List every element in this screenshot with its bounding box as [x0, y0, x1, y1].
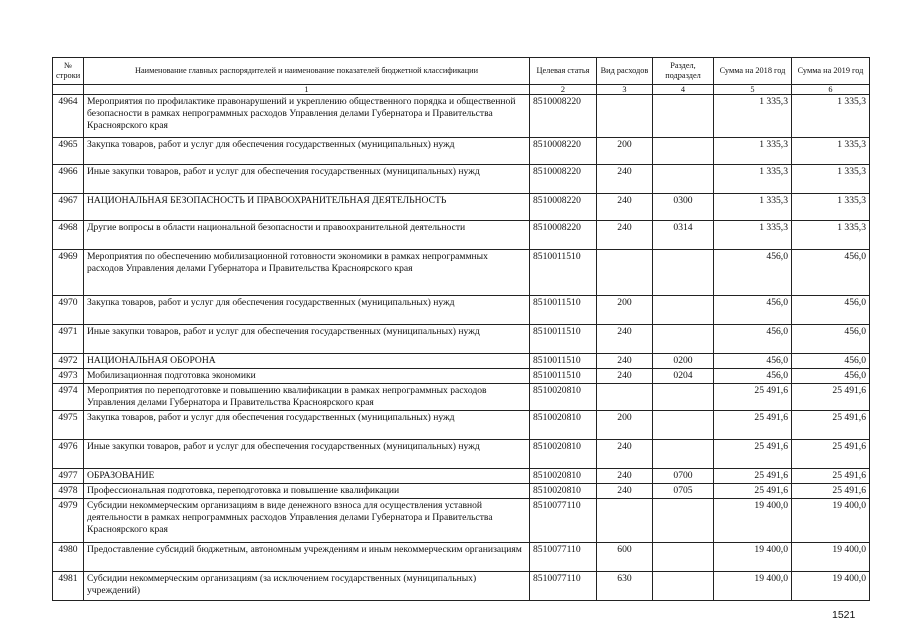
table-row [53, 543, 870, 572]
row-sum-2019: 19 400,0 [792, 572, 870, 601]
table-row [53, 411, 870, 440]
column-number [53, 85, 84, 95]
header-sum-2018: Сумма на 2018 год [714, 58, 792, 85]
row-name: Субсидии некоммерческим организациям в виде денежного взноса для осуществления уставной деятельности в рамках непрограммных расходов Управления делами Губернатора и Правительства Красноярского края [84, 499, 530, 543]
row-target-article: 8510077110 [530, 499, 597, 543]
row-sum-2018: 1 335,3 [714, 95, 792, 138]
row-expense-type: 240 [597, 469, 653, 484]
table-row [53, 484, 870, 499]
row-sum-2018: 456,0 [714, 250, 792, 296]
row-expense-type: 200 [597, 138, 653, 165]
row-sum-2019: 1 335,3 [792, 194, 870, 221]
header-row [53, 58, 870, 85]
row-number: 4975 [53, 411, 84, 440]
row-number: 4969 [53, 250, 84, 296]
row-sum-2018: 19 400,0 [714, 572, 792, 601]
row-section [653, 296, 714, 325]
row-sum-2018: 19 400,0 [714, 499, 792, 543]
row-name: ОБРАЗОВАНИЕ [84, 469, 530, 484]
row-target-article: 8510011510 [530, 369, 597, 384]
row-number: 4977 [53, 469, 84, 484]
row-number: 4970 [53, 296, 84, 325]
row-section [653, 165, 714, 194]
row-target-article: 8510008220 [530, 138, 597, 165]
row-section: 0700 [653, 469, 714, 484]
row-target-article: 8510008220 [530, 194, 597, 221]
row-name: НАЦИОНАЛЬНАЯ ОБОРОНА [84, 354, 530, 369]
table-row [53, 250, 870, 296]
row-number: 4966 [53, 165, 84, 194]
table-row [53, 572, 870, 601]
row-name: Иные закупки товаров, работ и услуг для обеспечения государственных (муниципальных) нужд [84, 165, 530, 194]
row-sum-2018: 25 491,6 [714, 440, 792, 469]
row-sum-2018: 25 491,6 [714, 469, 792, 484]
row-sum-2019: 1 335,3 [792, 138, 870, 165]
row-sum-2018: 1 335,3 [714, 165, 792, 194]
row-name: Иные закупки товаров, работ и услуг для обеспечения государственных (муниципальных) нужд [84, 325, 530, 354]
row-section [653, 440, 714, 469]
row-number: 4967 [53, 194, 84, 221]
row-sum-2019: 25 491,6 [792, 469, 870, 484]
row-name: Предоставление субсидий бюджетным, автономным учреждениям и иным некоммерческим организациям [84, 543, 530, 572]
row-expense-type: 240 [597, 484, 653, 499]
row-sum-2019: 456,0 [792, 325, 870, 354]
row-sum-2018: 25 491,6 [714, 384, 792, 411]
row-sum-2019: 456,0 [792, 369, 870, 384]
table-row [53, 354, 870, 369]
row-target-article: 8510011510 [530, 325, 597, 354]
table-row [53, 469, 870, 484]
row-target-article: 8510011510 [530, 354, 597, 369]
row-expense-type: 240 [597, 354, 653, 369]
row-name: Субсидии некоммерческим организациям (за исключением государственных (муниципальных) учреждений) [84, 572, 530, 601]
row-section [653, 499, 714, 543]
row-number: 4981 [53, 572, 84, 601]
row-name: Закупка товаров, работ и услуг для обеспечения государственных (муниципальных) нужд [84, 138, 530, 165]
row-sum-2018: 1 335,3 [714, 138, 792, 165]
row-expense-type: 600 [597, 543, 653, 572]
row-number: 4974 [53, 384, 84, 411]
row-sum-2019: 1 335,3 [792, 95, 870, 138]
column-number: 3 [597, 85, 653, 95]
row-expense-type: 630 [597, 572, 653, 601]
row-sum-2019: 456,0 [792, 296, 870, 325]
header-expense-type: Вид расходов [597, 58, 653, 85]
row-expense-type: 240 [597, 325, 653, 354]
header-target-article: Целевая статья [530, 58, 597, 85]
row-section: 0204 [653, 369, 714, 384]
row-expense-type: 240 [597, 194, 653, 221]
row-sum-2018: 1 335,3 [714, 194, 792, 221]
row-target-article: 8510008220 [530, 165, 597, 194]
row-section: 0314 [653, 221, 714, 250]
header-name: Наименование главных распорядителей и наименование показателей бюджетной классификации [84, 58, 530, 85]
row-target-article: 8510011510 [530, 296, 597, 325]
table-row [53, 384, 870, 411]
row-target-article: 8510077110 [530, 572, 597, 601]
row-section: 0705 [653, 484, 714, 499]
row-sum-2019: 25 491,6 [792, 384, 870, 411]
row-number: 4979 [53, 499, 84, 543]
row-expense-type [597, 250, 653, 296]
row-sum-2018: 456,0 [714, 354, 792, 369]
row-section [653, 572, 714, 601]
row-sum-2018: 456,0 [714, 296, 792, 325]
row-sum-2018: 25 491,6 [714, 411, 792, 440]
row-sum-2019: 19 400,0 [792, 543, 870, 572]
column-number: 2 [530, 85, 597, 95]
row-number: 4980 [53, 543, 84, 572]
table-row [53, 138, 870, 165]
row-expense-type: 240 [597, 221, 653, 250]
row-name: Профессиональная подготовка, переподготовка и повышение квалификации [84, 484, 530, 499]
row-number: 4973 [53, 369, 84, 384]
row-section [653, 543, 714, 572]
row-target-article: 8510020810 [530, 440, 597, 469]
column-number: 4 [653, 85, 714, 95]
row-section [653, 250, 714, 296]
row-sum-2019: 25 491,6 [792, 440, 870, 469]
header-sum-2019: Сумма на 2019 год [792, 58, 870, 85]
row-number: 4968 [53, 221, 84, 250]
header-section: Раздел, подраздел [653, 58, 714, 85]
row-name: НАЦИОНАЛЬНАЯ БЕЗОПАСНОСТЬ И ПРАВООХРАНИТЕЛЬНАЯ ДЕЯТЕЛЬНОСТЬ [84, 194, 530, 221]
row-name: Мероприятия по переподготовке и повышению квалификации в рамках непрограммных расходов Управления делами Губернатора и Правительства Красноярского края [84, 384, 530, 411]
row-sum-2019: 456,0 [792, 250, 870, 296]
row-sum-2019: 456,0 [792, 354, 870, 369]
row-name: Закупка товаров, работ и услуг для обеспечения государственных (муниципальных) нужд [84, 296, 530, 325]
row-sum-2019: 25 491,6 [792, 411, 870, 440]
row-name: Закупка товаров, работ и услуг для обеспечения государственных (муниципальных) нужд [84, 411, 530, 440]
row-section [653, 95, 714, 138]
row-expense-type [597, 499, 653, 543]
row-name: Другие вопросы в области национальной безопасности и правоохранительной деятельности [84, 221, 530, 250]
row-name: Мероприятия по профилактике правонарушений и укреплению общественного порядка и общественной безопасности в рамках непрограммных расходов Управления делами Губернатора и Правительства Красноярского края [84, 95, 530, 138]
budget-table [52, 57, 870, 601]
column-number-row [53, 85, 870, 95]
table-row [53, 296, 870, 325]
row-number: 4964 [53, 95, 84, 138]
row-expense-type [597, 95, 653, 138]
column-number: 5 [714, 85, 792, 95]
row-section [653, 384, 714, 411]
row-target-article: 8510020810 [530, 469, 597, 484]
row-expense-type: 240 [597, 369, 653, 384]
row-sum-2019: 19 400,0 [792, 499, 870, 543]
row-sum-2018: 25 491,6 [714, 484, 792, 499]
column-number: 6 [792, 85, 870, 95]
row-expense-type: 200 [597, 296, 653, 325]
row-sum-2018: 1 335,3 [714, 221, 792, 250]
row-number: 4971 [53, 325, 84, 354]
table-row [53, 194, 870, 221]
row-section: 0300 [653, 194, 714, 221]
table-row [53, 369, 870, 384]
table-row [53, 325, 870, 354]
row-number: 4972 [53, 354, 84, 369]
row-target-article: 8510011510 [530, 250, 597, 296]
row-section [653, 138, 714, 165]
row-section [653, 411, 714, 440]
row-sum-2018: 456,0 [714, 325, 792, 354]
table-row [53, 95, 870, 138]
row-section: 0200 [653, 354, 714, 369]
row-target-article: 8510020810 [530, 484, 597, 499]
row-section [653, 325, 714, 354]
table-row [53, 499, 870, 543]
row-number: 4978 [53, 484, 84, 499]
table-row [53, 165, 870, 194]
page-number: 1521 [832, 609, 856, 621]
header-row-number: № строки [53, 58, 84, 85]
row-target-article: 8510008220 [530, 221, 597, 250]
column-number: 1 [84, 85, 530, 95]
row-sum-2018: 19 400,0 [714, 543, 792, 572]
row-expense-type: 240 [597, 165, 653, 194]
row-target-article: 8510077110 [530, 543, 597, 572]
row-target-article: 8510008220 [530, 95, 597, 138]
row-expense-type [597, 384, 653, 411]
row-target-article: 8510020810 [530, 411, 597, 440]
table-row [53, 221, 870, 250]
row-sum-2019: 1 335,3 [792, 165, 870, 194]
row-sum-2018: 456,0 [714, 369, 792, 384]
row-number: 4976 [53, 440, 84, 469]
row-sum-2019: 25 491,6 [792, 484, 870, 499]
row-expense-type: 200 [597, 411, 653, 440]
row-name: Иные закупки товаров, работ и услуг для обеспечения государственных (муниципальных) нужд [84, 440, 530, 469]
row-name: Мероприятия по обеспечению мобилизационной готовности экономики в рамках непрограммных расходов Управления делами Губернатора и Правительства Красноярского края [84, 250, 530, 296]
row-sum-2019: 1 335,3 [792, 221, 870, 250]
row-number: 4965 [53, 138, 84, 165]
row-expense-type: 240 [597, 440, 653, 469]
row-target-article: 8510020810 [530, 384, 597, 411]
table-row [53, 440, 870, 469]
row-name: Мобилизационная подготовка экономики [84, 369, 530, 384]
